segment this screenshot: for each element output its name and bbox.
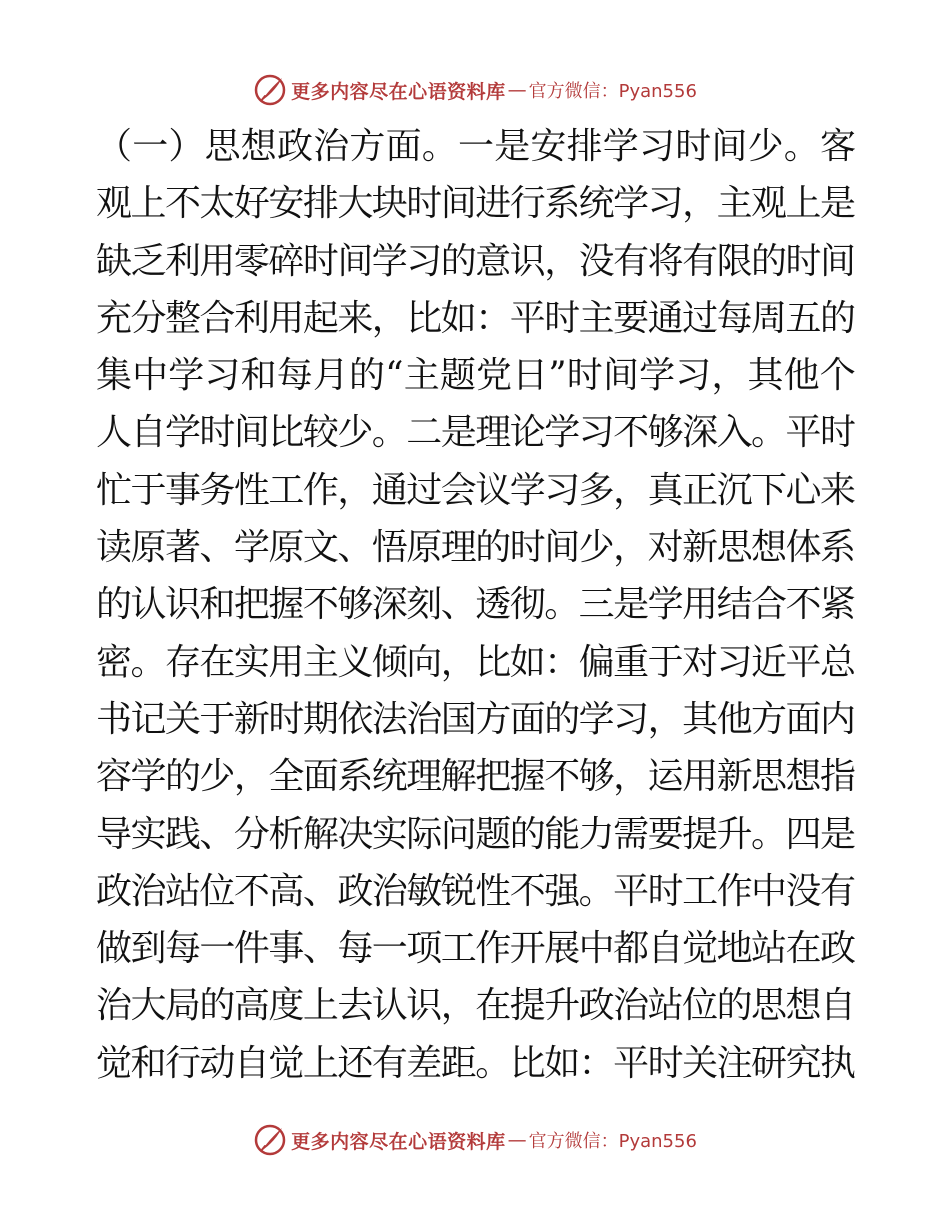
banner-separator: — <box>507 1129 527 1151</box>
banner-contact-text: 官方微信：Pyan556 <box>528 1131 697 1152</box>
quill-pen-logo-icon <box>253 1123 287 1157</box>
footer-watermark-banner <box>0 1120 950 1160</box>
document-body <box>96 118 856 1092</box>
banner-separator: — <box>507 79 527 101</box>
body-line: 书记关于新时期依法治国方面的学习，其他方面内 <box>96 698 855 740</box>
body-line: 做到每一件事、每一项工作开展中都自觉地站在政 <box>96 928 855 970</box>
banner-main-text: 更多内容尽在心语资料库 <box>291 80 506 103</box>
body-line: 容学的少，全面系统理解把握不够，运用新思想指 <box>96 756 855 798</box>
body-line: 觉和行动自觉上还有差距。比如：平时关注研究执 <box>96 1042 855 1084</box>
body-line: 密。存在实用主义倾向，比如：偏重于对习近平总 <box>96 641 855 683</box>
body-line: 缺乏利用零碎时间学习的意识，没有将有限的时间 <box>96 240 855 282</box>
body-line: 忙于事务性工作，通过会议学习多，真正沉下心来 <box>96 469 855 511</box>
body-line: 的认识和把握不够深刻、透彻。三是学用结合不紧 <box>96 584 855 626</box>
body-line: 导实践、分析解决实际问题的能力需要提升。四是 <box>96 813 855 855</box>
body-line: 人自学时间比较少。二是理论学习不够深入。平时 <box>96 412 855 454</box>
banner-contact-text: 官方微信：Pyan556 <box>528 81 697 102</box>
banner-main-text: 更多内容尽在心语资料库 <box>291 1130 506 1153</box>
body-line: 观上不太好安排大块时间进行系统学习，主观上是 <box>96 183 855 225</box>
body-line: （一）思想政治方面。一是安排学习时间少。客 <box>96 126 857 167</box>
body-line: 政治站位不高、政治敏锐性不强。平时工作中没有 <box>96 870 855 912</box>
body-line: 治大局的高度上去认识，在提升政治站位的思想自 <box>96 985 855 1027</box>
body-line: 充分整合利用起来，比如：平时主要通过每周五的 <box>96 297 855 339</box>
header-watermark-banner <box>0 70 950 110</box>
body-line: 集中学习和每月的“主题党日”时间学习，其他个 <box>96 355 856 397</box>
body-line: 读原著、学原文、悟原理的时间少，对新思想体系 <box>96 527 855 569</box>
quill-pen-logo-icon <box>253 73 287 107</box>
